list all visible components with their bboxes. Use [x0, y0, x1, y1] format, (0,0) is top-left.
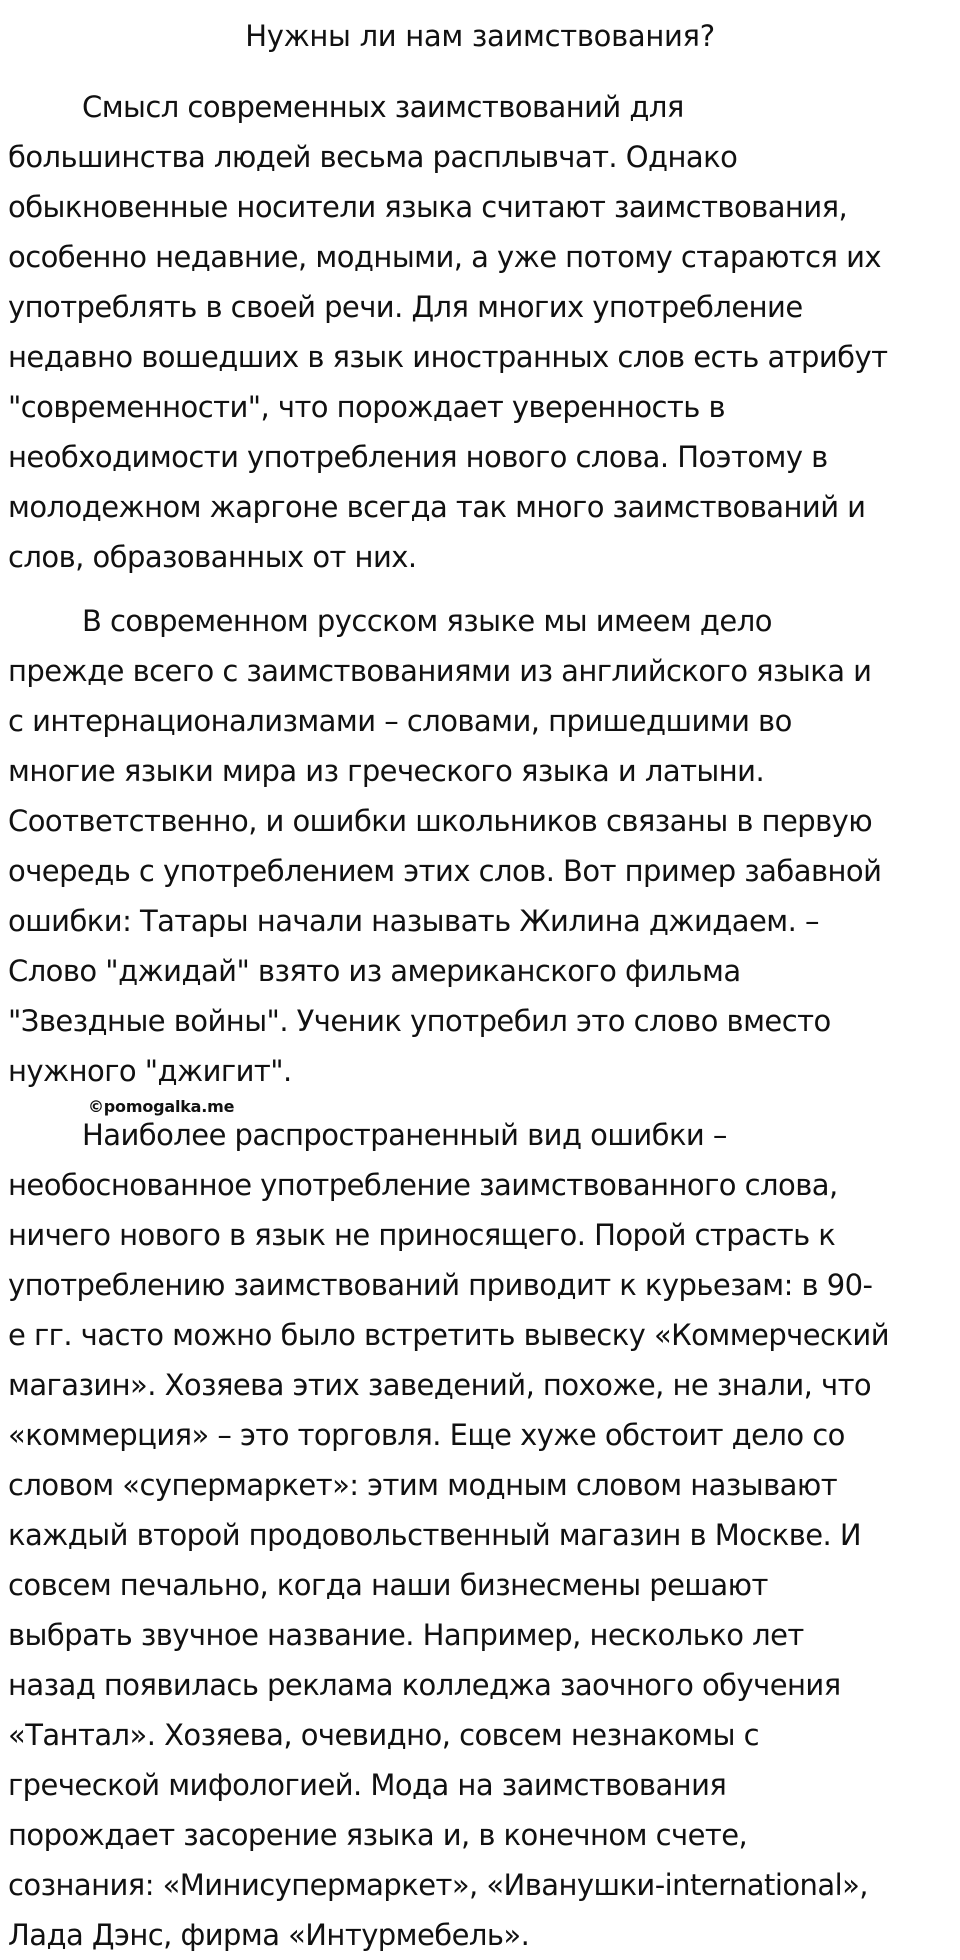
watermark-text: ©pomogalka.me: [88, 1097, 235, 1116]
paragraph-2: В современном русском языке мы имеем дело прежде всего с заимствованиями из английского языка и с интернационализмами – словами, пришедшими во многие языки мира из греческого языка и латыни. Соответственно, и ошибки школьников связаны в первую очередь с употреблением этих слов. Вот пример забавной ошибки: Татары начали называть Жилина джидаем. – Слово "джидай" взято из американского фильма "Звездные войны". Ученик употребил это слово вместо нужного "джигит".: [8, 604, 882, 1088]
paragraph-3: Наиболее распространенный вид ошибки – необоснованное употребление заимствованного слова, ничего нового в язык не приносящего. Порой страсть к употреблению заимствований приводит к курьезам: в 90- е гг. часто можно было встретить вывеску «Коммерческий магазин». Хозяева этих заведений, похоже, не знали, что «коммерция» – это торговля. Еще хуже обстоит дело со словом «супермаркет»: этим модным словом называют каждый второй продовольственный магазин в Москве. И совсем печально, когда наши бизнесмены решают выбрать звучное название. Например, несколько лет назад появилась реклама колледжа заочного обучения «Тантал». Хозяева, очевидно, совсем незнакомы с греческой мифологией. Мода на заимствования порождает засорение языка и, в конечном счете, сознания: «Минисупермаркет», «Иванушки-international», Лада Дэнс, фирма «Интурмебель».: [8, 1118, 890, 1952]
paragraph-1: Смысл современных заимствований для большинства людей весьма расплывчат. Однако обыкновенные носители языка считают заимствования, особенно недавние, модными, а уже потому стараются их употреблять в своей речи. Для многих употребление недавно вошедших в язык иностранных слов есть атрибут "современности", что порождает уверенность в необходимости употребления нового слова. Поэтому в молодежном жаргоне всегда так много заимствований и слов, образованных от них.: [8, 90, 888, 574]
document-title: Нужны ли нам заимствования?: [245, 19, 715, 53]
